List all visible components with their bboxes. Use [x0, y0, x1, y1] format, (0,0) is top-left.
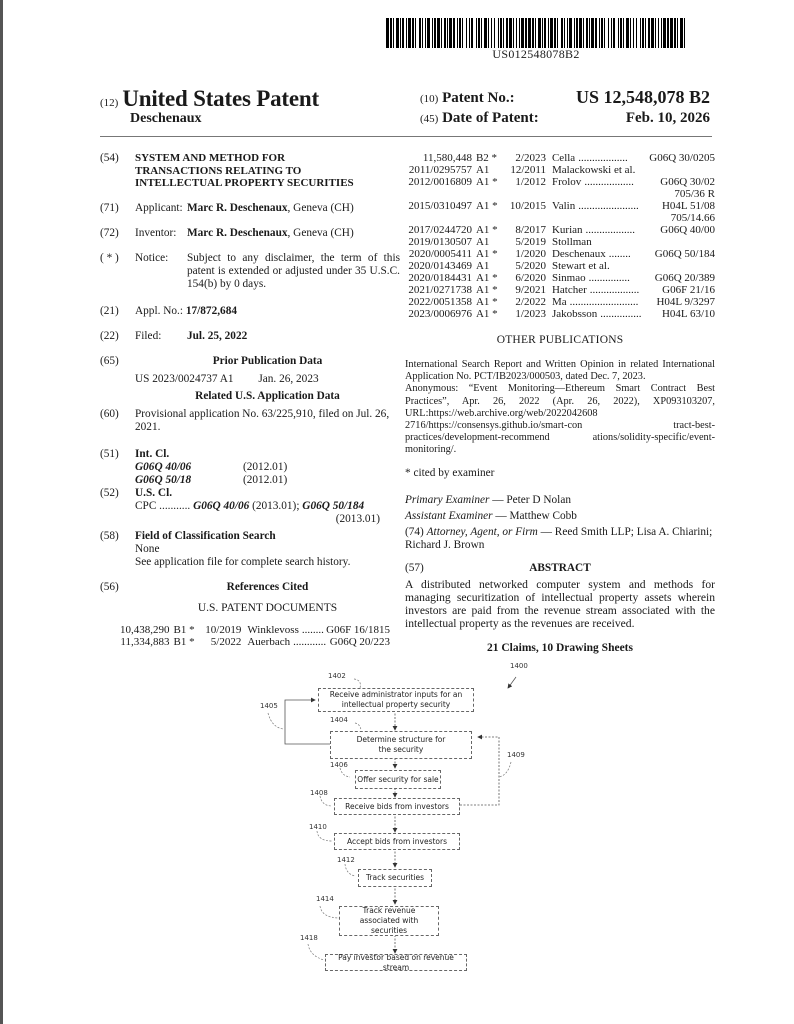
step-box: [318, 688, 474, 712]
leader-1412: [345, 864, 355, 876]
attorney-name: — Reed Smith LLP; Lisa A. Chiarini; Richard J. Brown: [405, 525, 713, 551]
abstract-heading: ABSTRACT: [529, 561, 591, 574]
attorney: [405, 526, 715, 552]
field-of-search-label: Field of Classification Search: [135, 529, 276, 542]
claims-count: 21 Claims, 10 Drawing Sheets: [487, 641, 633, 654]
filed-field: [100, 330, 400, 343]
cpc-class: G06Q 40/06: [193, 499, 250, 512]
reference-date: 2/2023: [515, 152, 546, 164]
reference-classification: G06F 16/1815: [326, 623, 390, 636]
appl-no-value: 17/872,684: [185, 304, 237, 317]
reference-inventor: [552, 200, 646, 212]
reference-inventor-name: Jakobsson: [551, 308, 598, 320]
reference-classification: [646, 236, 715, 248]
field-code: (52): [100, 486, 119, 499]
reference-inventor: [247, 636, 326, 648]
related-application-heading: Related U.S. Application Data: [195, 389, 340, 402]
provisional-field: [100, 408, 400, 434]
other-publications-heading: OTHER PUBLICATIONS: [496, 334, 624, 346]
appl-no-label: Appl. No.:: [135, 304, 184, 317]
barcode: [386, 18, 686, 48]
leader-dots: ........: [608, 248, 631, 260]
prior-publication-heading: Prior Publication Data: [212, 354, 323, 367]
reference-inventor-name: Kurian: [551, 224, 583, 236]
reference-kind: A1 *: [475, 176, 498, 188]
reference-classification: H04L 51/08: [661, 200, 715, 212]
int-cl-field: [100, 448, 400, 487]
reference-row-continuation: [405, 188, 715, 200]
step-text: Track securities: [365, 873, 425, 882]
reference-row: [405, 272, 715, 284]
reference-number: 2015/0310497: [408, 200, 472, 212]
field-code: (60): [100, 407, 119, 420]
reference-secondary-classification: 705/14.66: [670, 212, 715, 224]
reference-date: 1/2023: [515, 308, 546, 320]
reference-kind: B2 *: [475, 152, 498, 164]
leader-dots: ...............: [600, 308, 642, 320]
reference-kind: A1: [475, 260, 490, 272]
cpc-class: G06Q 50/184: [302, 499, 365, 512]
reference-number: 2017/0244720: [408, 224, 472, 236]
reference-kind: B1 *: [173, 635, 195, 648]
assistant-examiner: [405, 510, 715, 523]
step-box: [339, 906, 439, 936]
field-code: (72): [100, 226, 119, 239]
reference-classification: G06Q 20/223: [329, 635, 390, 648]
inventor-location: , Geneva (CH): [287, 226, 354, 239]
reference-inventor-name: Stollman: [551, 236, 592, 248]
leader-dots: ..................: [584, 176, 634, 188]
kind-code-number: (12): [100, 97, 119, 109]
field-code: (22): [100, 329, 119, 342]
title-line: INTELLECTUAL PROPERTY SECURITIES: [135, 177, 354, 189]
leader-dots: ..................: [589, 284, 640, 296]
reference-classification: H04L 9/3297: [656, 296, 715, 308]
reference-date: 2/2022: [515, 296, 546, 308]
reference-number: 2020/0184431: [408, 272, 472, 284]
appl-no-field: [100, 305, 400, 318]
us-patent-documents-heading: U.S. PATENT DOCUMENTS: [197, 601, 338, 614]
reference-inventor-name: Ma: [551, 296, 567, 308]
reference-row-continuation: [405, 212, 715, 224]
leader-dots: .........................: [569, 296, 639, 308]
reference-inventor: [552, 248, 646, 260]
reference-number: 2019/0130507: [408, 236, 472, 248]
reference-classification: G06Q 30/02: [660, 176, 715, 188]
reference-number: 2020/0143469: [408, 260, 472, 272]
right-column: [405, 152, 715, 655]
leader-dots: ......................: [578, 200, 639, 212]
reference-number: 2020/0005411: [408, 248, 472, 260]
reference-kind: A1 *: [475, 248, 498, 260]
step-box: [330, 731, 472, 759]
cpc-prefix: CPC ...........: [135, 499, 191, 512]
field-code: (56): [100, 580, 119, 593]
reference-classification: H04L 63/10: [661, 308, 715, 320]
reference-date: 10/2015: [509, 200, 546, 212]
publication-entry: International Search Report and Written Opinion in related International Application No. PCT/IB2023/000503, dated Dec. 7, 2023.: [405, 359, 715, 383]
barcode-text: US012548078B2: [492, 47, 580, 61]
assistant-examiner-name: — Matthew Cobb: [495, 509, 577, 522]
cpc-version: (2013.01);: [252, 499, 300, 512]
reference-classification: [646, 260, 715, 272]
reference-date: 8/2017: [515, 224, 546, 236]
reference-number: 2011/0295757: [408, 164, 472, 176]
reference-row: [120, 624, 390, 636]
reference-date: 5/2020: [515, 260, 546, 272]
inventor-name: Marc R. Deschenaux: [187, 226, 288, 239]
abstract-text: A distributed networked computer system and methods for managing securitization of intellectual property assets wherein investors are paid from the revenue stream associated with the intellectual property as the revenues are received.: [405, 577, 715, 630]
step-box: [334, 833, 460, 850]
inventor-surname: Deschenaux: [130, 111, 202, 126]
figure-ref-1400: 1400: [510, 662, 528, 670]
reference-inventor-name: Frolov: [551, 176, 582, 188]
reference-kind: A1 *: [475, 284, 498, 296]
publication-entry: Anonymous: “Event Monitoring—Ethereum Smart Contract Best Practices”, Apr. 26, 2022 (Apr. 26, 2022), XP093103207, URL:https://web.archive.org/web/2022042608 2716/https://consensys.github.io/smart-con tract-best-practices/development-recommend ations/solidity-specific/event-monitoring/.: [405, 383, 715, 456]
reference-inventor-name: Stewart et al.: [551, 260, 610, 272]
step-text: Accept bids from investors: [347, 836, 447, 846]
prior-publication-number: US 2023/0024737 A1: [135, 372, 234, 385]
field-code: (57): [405, 561, 424, 574]
patent-title: United States Patent: [122, 86, 319, 111]
reference-number: 10,438,290: [120, 623, 170, 636]
prior-publication-field: [100, 355, 400, 386]
patent-number-code: (10): [420, 93, 439, 105]
references-continued-table: [405, 152, 715, 320]
leader-dots: ...............: [588, 272, 630, 284]
reference-inventor: [552, 164, 646, 176]
reference-inventor-name: Deschenaux: [551, 248, 606, 260]
field-code: (58): [100, 529, 119, 542]
inventor-field: [100, 227, 400, 240]
int-cl-label: Int. Cl.: [135, 447, 170, 460]
patent-number-value: US 12,548,078 B2: [575, 87, 710, 107]
step-ref: 1408: [310, 789, 328, 797]
reference-row: [405, 260, 715, 272]
reference-kind: A1: [475, 236, 490, 248]
reference-kind: A1 *: [475, 308, 498, 320]
provisional-text: Provisional application No. 63/225,910, filed on Jul. 26, 2021.: [135, 407, 390, 433]
step-text: Determine structure for the security: [356, 735, 446, 754]
reference-inventor: [552, 284, 646, 296]
reference-inventor: [552, 236, 646, 248]
step-text: Receive administrator inputs for an intellectual property security: [329, 690, 463, 709]
step-text: Offer security for sale: [357, 774, 439, 784]
leader-1410: [317, 831, 332, 841]
step-text: Track revenue associated with securities: [359, 906, 419, 935]
reference-row: [405, 236, 715, 248]
step-ref: 1412: [337, 856, 355, 864]
reference-classification: G06Q 30/0205: [649, 152, 715, 164]
reference-date: 6/2020: [515, 272, 546, 284]
applicant-field: [100, 202, 400, 215]
reference-classification: G06F 21/16: [662, 284, 715, 296]
int-cl-class: G06Q 50/18: [135, 473, 192, 486]
reference-inventor-name: Hatcher: [551, 284, 587, 296]
primary-examiner-name: — Peter D Nolan: [492, 493, 571, 506]
step-ref: 1402: [328, 672, 346, 680]
field-code: ( * ): [100, 251, 119, 264]
patent-number-label: Patent No.:: [442, 90, 515, 106]
notice-field: [100, 252, 400, 291]
reference-row: [405, 176, 715, 188]
leader-1405: [268, 713, 284, 729]
other-publications: [405, 359, 715, 457]
field-of-search-value: None: [135, 542, 160, 555]
reference-inventor: [552, 296, 646, 308]
reference-kind: A1 *: [475, 296, 498, 308]
reference-date: 12/2011: [510, 164, 546, 176]
left-column: [100, 152, 400, 648]
figure-pointer: [508, 677, 516, 688]
field-code: (65): [100, 354, 119, 367]
reference-inventor: [552, 224, 646, 236]
int-cl-row: [135, 461, 400, 474]
date-code: (45): [420, 113, 439, 125]
reference-row: [405, 224, 715, 236]
field-code: (74): [405, 525, 424, 538]
reference-kind: A1: [475, 164, 490, 176]
reference-date: 10/2019: [205, 623, 242, 636]
reference-date: 5/2019: [515, 236, 546, 248]
step-box: [358, 869, 432, 887]
reference-inventor: [552, 260, 646, 272]
filed-label: Filed:: [135, 329, 162, 342]
reference-date: 5/2022: [210, 635, 242, 648]
step-box: [355, 770, 441, 789]
loop-ref-1405: 1405: [260, 702, 278, 710]
reference-inventor-name: Valin: [551, 200, 576, 212]
step-box: [334, 798, 460, 815]
reference-number: 2023/0006976: [408, 308, 472, 320]
leader-1402: [354, 679, 360, 688]
notice-label: Notice:: [135, 251, 169, 264]
abstract-heading-row: [405, 562, 715, 576]
references-cited-field: [100, 581, 400, 615]
step-ref: 1414: [316, 895, 334, 903]
reference-kind: B1 *: [173, 623, 195, 636]
reference-row: [405, 200, 715, 212]
reference-classification: [646, 164, 715, 176]
reference-row: [405, 164, 715, 176]
loop-ref-1409: 1409: [507, 751, 525, 759]
reference-kind: A1 *: [475, 224, 498, 236]
reference-row: [405, 308, 715, 320]
step-ref: 1404: [330, 716, 348, 724]
filed-value: Jul. 25, 2022: [187, 329, 248, 342]
patent-header-title: [100, 86, 319, 112]
reference-number: 2012/0016809: [408, 176, 472, 188]
title-line: SYSTEM AND METHOD FOR: [135, 152, 286, 164]
notice-text: Subject to any disclaimer, the term of this patent is extended or adjusted under 35 U.S.C. 154(b) by 0 days.: [187, 251, 400, 290]
field-code: (54): [100, 152, 119, 164]
barcode-bar: [685, 18, 686, 48]
reference-inventor: [552, 308, 646, 320]
reference-row: [120, 636, 390, 648]
reference-date: 9/2021: [515, 284, 546, 296]
date-value: Feb. 10, 2026: [625, 110, 710, 126]
step-box: [325, 954, 467, 971]
reference-row: [405, 248, 715, 260]
cpc-version: (2013.01): [335, 512, 380, 525]
step-ref: 1418: [300, 934, 318, 942]
reference-row: [405, 284, 715, 296]
step-ref: 1406: [330, 761, 348, 769]
reference-row: [405, 296, 715, 308]
reference-classification: G06Q 50/184: [654, 248, 715, 260]
leader-1409: [499, 762, 511, 777]
leader-dots: ..................: [585, 224, 636, 236]
leader-1408: [320, 796, 332, 806]
field-of-search: [100, 530, 400, 569]
leader-dots: ........: [301, 623, 324, 636]
leader-1404: [355, 723, 361, 730]
date-label: Date of Patent:: [442, 110, 539, 126]
primary-examiner-label: Primary Examiner: [405, 493, 490, 506]
reference-inventor-name: Malackowski et al.: [551, 164, 636, 176]
int-cl-version: (2012.01): [243, 460, 288, 473]
reference-date: 1/2020: [515, 248, 546, 260]
int-cl-class: G06Q 40/06: [135, 460, 192, 473]
title-line: TRANSACTIONS RELATING TO: [135, 164, 302, 177]
reference-inventor-name: Winklevoss: [247, 623, 299, 636]
reference-kind: A1 *: [475, 272, 498, 284]
reference-classification: G06Q 40/00: [660, 224, 715, 236]
int-cl-version: (2012.01): [243, 473, 288, 486]
leader-1414: [320, 906, 340, 918]
reference-number: 11,334,883: [120, 635, 170, 648]
leader-1406: [340, 768, 350, 777]
step-text: Pay investor based on revenue stream: [338, 952, 454, 972]
cited-by-examiner-note: * cited by examiner: [405, 466, 495, 479]
reference-inventor-name: Sinmao: [551, 272, 586, 284]
reference-inventor-name: Cella: [551, 152, 576, 164]
step-text: Receive bids from investors: [345, 801, 449, 811]
primary-examiner: [405, 494, 715, 507]
us-cl-field: [100, 487, 400, 526]
inventor-label: Inventor:: [135, 226, 177, 239]
reference-inventor: [552, 272, 646, 284]
reference-kind: A1 *: [475, 200, 498, 212]
reference-secondary-classification: 705/36 R: [674, 188, 715, 200]
attorney-label: Attorney, Agent, or Firm: [426, 525, 538, 538]
reference-number: 2021/0271738: [408, 284, 472, 296]
us-cl-label: U.S. Cl.: [135, 486, 173, 499]
reference-date: 1/2012: [515, 176, 546, 188]
reference-number: 2022/0051358: [408, 296, 472, 308]
flowchart-figure: [0, 650, 794, 980]
us-references-table: [120, 624, 390, 648]
assistant-examiner-label: Assistant Examiner: [405, 509, 493, 522]
reference-inventor-name: Auerbach: [247, 635, 291, 648]
reference-row: [405, 152, 715, 164]
reference-number: 11,580,448: [422, 152, 472, 164]
invention-title: [135, 152, 400, 190]
field-code: (51): [100, 447, 119, 460]
applicant-label: Applicant:: [135, 201, 183, 214]
applicant-location: , Geneva (CH): [287, 201, 354, 214]
leader-dots: ............: [293, 635, 327, 648]
field-of-search-note: See application file for complete search history.: [135, 555, 351, 568]
leader-1418: [308, 944, 324, 960]
applicant-name: Marc R. Deschenaux: [187, 201, 288, 214]
reference-classification: G06Q 20/389: [654, 272, 715, 284]
leader-dots: ..................: [578, 152, 628, 164]
header-divider: [100, 136, 712, 137]
references-cited-heading: References Cited: [226, 580, 309, 593]
step-ref: 1410: [309, 823, 327, 831]
title-field: [100, 152, 400, 190]
field-code: (71): [100, 201, 119, 214]
int-cl-row: [135, 474, 400, 487]
reference-inventor: [552, 176, 646, 188]
reference-inventor: [247, 624, 326, 636]
field-code: (21): [100, 304, 119, 317]
reference-inventor: [552, 152, 646, 164]
prior-publication-date: Jan. 26, 2023: [258, 372, 319, 385]
